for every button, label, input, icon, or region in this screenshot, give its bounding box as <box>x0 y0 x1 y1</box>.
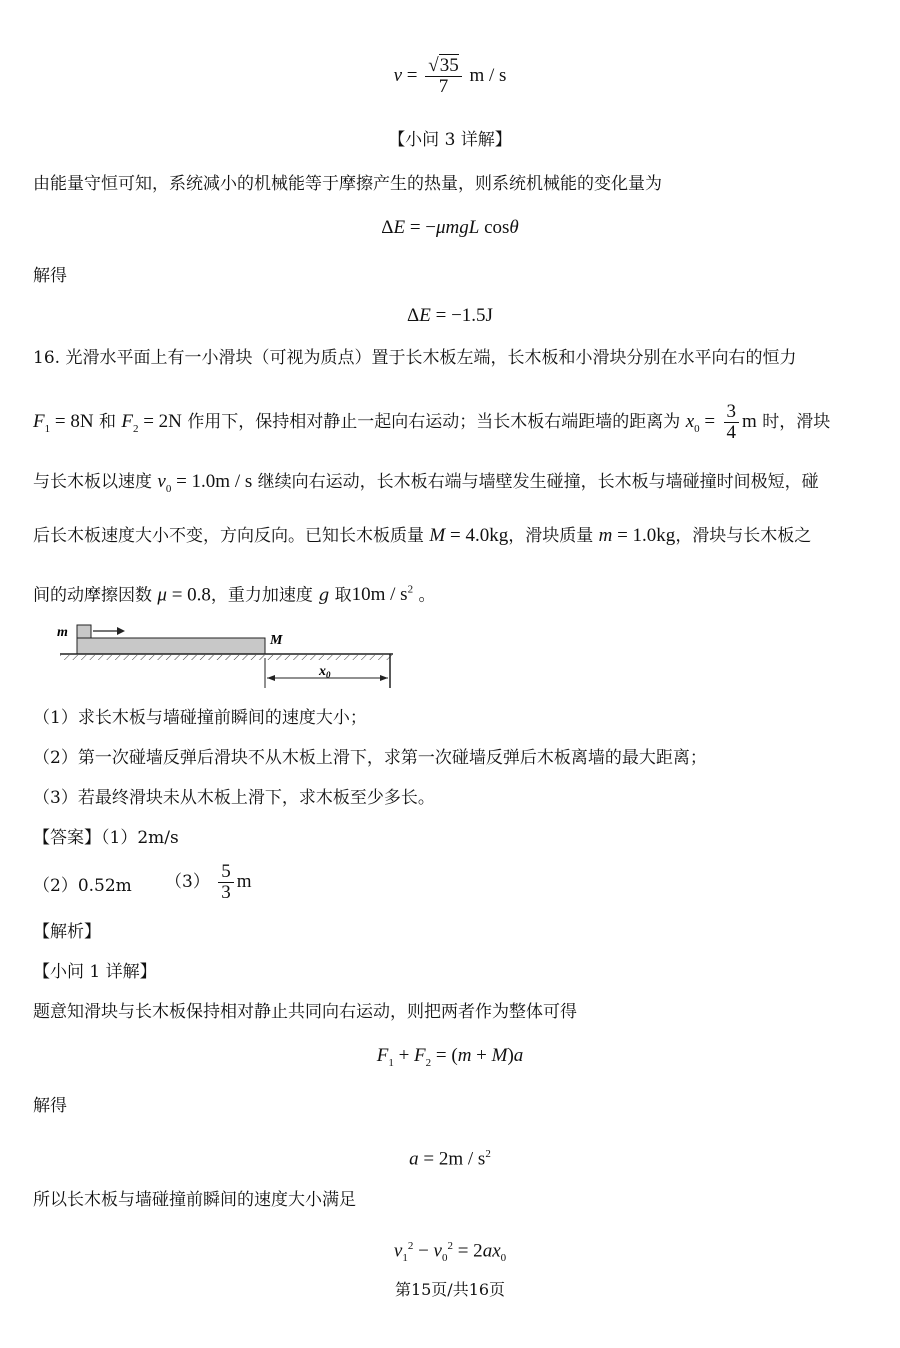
section3-header: 【小问 3 详解】 <box>388 130 512 150</box>
whole-text: 题意知滑块与长木板保持相对静止共同向右运动，则把两者作为整体可得 <box>33 1002 577 1022</box>
left-arrow-icon <box>267 675 275 681</box>
problem-line5-take: 取 <box>334 585 352 606</box>
problem-line3-start: 与长木板以速度 <box>33 472 152 492</box>
arrow-head-icon <box>117 627 125 635</box>
equation-v-result: v = $\frac{√35}{7}$ m / s <box>393 55 507 97</box>
problem-line4-end: ，滑块与长木板之 <box>675 526 812 546</box>
problem-line4-mid: ，滑块质量 <box>508 526 594 546</box>
problem-line-4: 后长木板速度大小不变，方向反向。已知长木板质量 M = 4.0kg，滑块质量 m = 1.0kg，滑块与长木板之 <box>33 525 812 546</box>
section1-header: 【小问 1 详解】 <box>33 962 157 982</box>
equation-newton: $F_1 + F_2 = (m + M)a$ <box>376 1045 524 1069</box>
solve-label-2: 解得 <box>33 1096 67 1116</box>
M-label: M <box>270 633 283 648</box>
ground-hatch <box>60 655 393 660</box>
page-footer: 第15页/共16页 <box>394 1280 506 1299</box>
slider-block <box>77 625 91 638</box>
block-board-diagram <box>55 618 400 690</box>
m-label: m <box>57 625 68 640</box>
problem-line-5: 间的动摩擦因数 μ = 0.8，重力加速度 g 取$10m / s^2$ 。 <box>33 584 436 606</box>
answer-3: （3） $\frac{5}{3}$ m <box>165 861 252 903</box>
speed-text: 所以长木板与墙碰撞前瞬间的速度大小满足 <box>33 1190 356 1210</box>
question-3: （3）若最终滑块未从木板上滑下，求木板至少多长。 <box>33 788 435 808</box>
answer-label: 【答案】（1）2m/s <box>33 828 179 848</box>
right-arrow-icon <box>380 675 388 681</box>
problem-line5-mid: ，重力加速度 <box>210 585 313 606</box>
solve-label-1: 解得 <box>33 266 67 286</box>
problem-intro: 16. 光滑水平面上有一小滑块（可视为质点）置于长木板左端，长木板和小滑块分别在水平向右的恒力 <box>33 348 797 368</box>
x0-label: $x_0$ <box>319 664 331 680</box>
question-1: （1）求长木板与墙碰撞前瞬间的速度大小； <box>33 708 367 728</box>
answer-3-label: （3） <box>165 872 210 892</box>
equation-delta-e-result: ΔE = −1.5J <box>407 305 493 326</box>
problem-line5-end: 。 <box>418 585 436 606</box>
problem-line5-start: 间的动摩擦因数 <box>33 585 152 606</box>
analysis-label: 【解析】 <box>33 922 101 942</box>
problem-line3-end: 继续向右运动，长木板右端与墙壁发生碰撞，长木板与墙碰撞时间极短，碰 <box>257 472 819 492</box>
problem-line-2: $F_1 = 8N$ 和 $F_2 = 2N$ 作用下，保持相对静止一起向右运动；当长木板右端距墙的距离为 $x_0$ = $\frac{3}{4}$ m 时，滑块 <box>33 401 831 443</box>
long-board <box>77 638 265 654</box>
problem-line4-start: 后长木板速度大小不变，方向反向。已知长木板质量 <box>33 526 424 546</box>
problem-line2-end: 时，滑块 <box>762 412 831 432</box>
problem-line-3: 与长木板以速度 $v_0 = 1.0m / s$ 继续向右运动，长木板右端与墙壁发生碰撞，长木板与墙碰撞时间极短，碰 <box>33 471 819 495</box>
answer-2: （2）0.52m <box>33 876 132 896</box>
equation-kinematics: $v_1^2 - v_0^2 = 2ax_0$ <box>393 1240 507 1265</box>
energy-text: 由能量守恒可知，系统减小的机械能等于摩擦产生的热量，则系统机械能的变化量为 <box>33 174 662 194</box>
question-2: （2）第一次碰墙反弹后滑块不从木板上滑下，求第一次碰墙反弹后木板离墙的最大距离； <box>33 748 707 768</box>
equation-delta-e: ΔE = −μmgL cosθ <box>381 217 519 238</box>
equation-acceleration: $a = 2m / s^2$ <box>409 1148 491 1170</box>
problem-line2-mid: 作用下，保持相对静止一起向右运动；当长木板右端距墙的距离为 <box>187 412 681 432</box>
